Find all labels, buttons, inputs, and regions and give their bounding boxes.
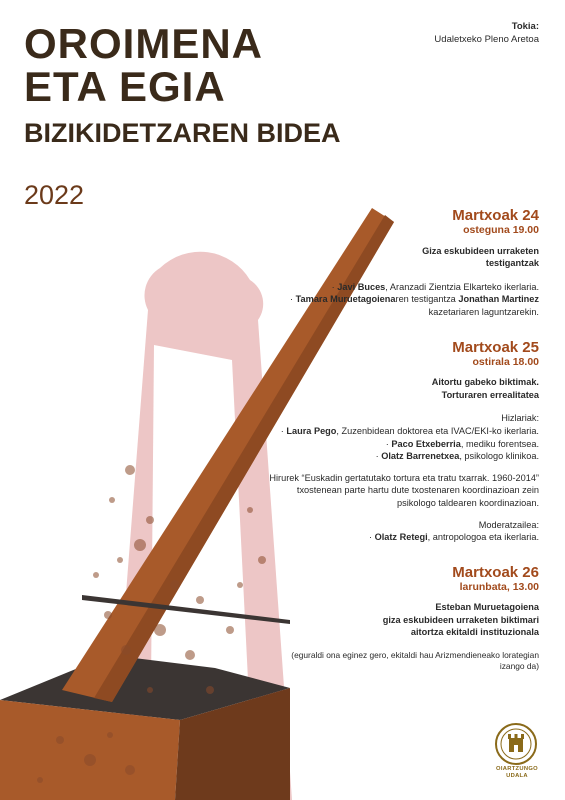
speaker-item: · Paco Etxeberria, mediku forentsea. [385, 438, 539, 449]
municipal-seal-icon [494, 722, 538, 766]
moderator-label: Moderatzailea: [478, 519, 539, 530]
event-date: Martxoak 24 [452, 207, 539, 224]
speaker-desc: , psikologo klinikoa. [459, 451, 539, 462]
event-title-line: Esteban Muruetagoiena [435, 602, 539, 613]
event-title-line: giza eskubideen urraketen biktimari [382, 614, 539, 625]
speaker-item: · Laura Pego, Zuzenbidean doktorea eta IVAC/EKI-ko ikerlaria. [280, 425, 539, 436]
event-3 [269, 565, 539, 672]
speaker-name: Tamara Muruetagoiena [295, 294, 396, 305]
speaker-item: · Olatz Barrenetxea, psikologo klinikoa. [375, 451, 539, 462]
speaker-list [269, 412, 539, 462]
event-1 [269, 208, 539, 319]
moderator-desc: , antropologoa eta ikerlaria. [427, 532, 539, 543]
program [269, 208, 539, 672]
event-title-line: testigantzak [485, 258, 539, 269]
event-2 [269, 340, 539, 544]
event-title-line: Giza eskubideen urraketen [422, 245, 539, 256]
municipality-name [482, 766, 552, 780]
event-day: ostirala 18.00 [472, 355, 539, 368]
org-line-1: OIARTZUNGO [496, 766, 538, 772]
speaker-name: Paco Etxeberria [391, 438, 461, 449]
subtitle: BIZIKIDETZAREN BIDEA [24, 118, 341, 148]
event-description: Hirurek “Euskadin gertatutako tortura eta tratu txarrak. 1960-2014” txostenean parte hartu dute txostenaren koordinazioan zein psikologo taldearen koordinazioan. [269, 472, 539, 508]
moderator-name: Olatz Retegi [374, 532, 428, 543]
event-title-line: Torturaren errealitatea [441, 389, 539, 400]
venue-block [434, 20, 539, 46]
venue-value: Udaletxeko Pleno Aretoa [434, 34, 539, 45]
event-day: osteguna 19.00 [463, 224, 539, 236]
event-date: Martxoak 26 [452, 563, 539, 581]
speaker-desc: ren testigantza [395, 294, 459, 305]
speaker-desc: , mediku forentsea. [460, 438, 539, 449]
speaker-desc: kazetariaren laguntzarekin. [428, 306, 539, 317]
speaker-desc: , Zuzenbidean doktorea eta IVAC/EKI-ko ikerlaria. [336, 425, 539, 436]
event-note: (eguraldi ona eginez gero, ekitaldi hau Arizmendieneako lorategian izango da) [291, 650, 539, 672]
speaker-name: Olatz Barrenetxea [381, 451, 460, 462]
speaker-name: Laura Pego [286, 425, 337, 436]
title-line-2: ETA EGIA [24, 63, 226, 110]
speaker-name: Jonathan Martinez [458, 294, 539, 305]
event-title [269, 376, 539, 401]
main-title [24, 22, 263, 108]
venue-label: Tokia: [511, 21, 539, 32]
speaker-desc: , Aranzadi Zientzia Elkarteko ikerlaria. [385, 281, 539, 292]
event-title-line: aitortza ekitaldi instituzionala [410, 627, 539, 638]
speaker-item: · Tamara Muruetagoienaren testigantza Jonathan Martinez kazetariaren laguntzarekin. [289, 294, 539, 317]
moderator-item: · Olatz Retegi, antropologoa eta ikerlaria. [368, 532, 539, 543]
event-title [269, 601, 539, 639]
speaker-list [269, 281, 539, 319]
event-day: larunbata, 13.00 [459, 580, 539, 593]
speaker-name: Javi Buces [337, 281, 386, 292]
year: 2022 [24, 180, 85, 210]
moderator-block [269, 519, 539, 544]
event-date: Martxoak 25 [452, 338, 539, 356]
event-title-line: Aitortu gabeko biktimak. [431, 377, 539, 388]
speaker-item: · Javi Buces, Aranzadi Zientzia Elkarteko ikerlaria. [331, 281, 539, 292]
speakers-label: Hizlariak: [501, 413, 539, 424]
org-line-2: UDALA [506, 773, 528, 779]
event-title [269, 245, 539, 270]
title-line-1: OROIMENA [24, 20, 263, 67]
